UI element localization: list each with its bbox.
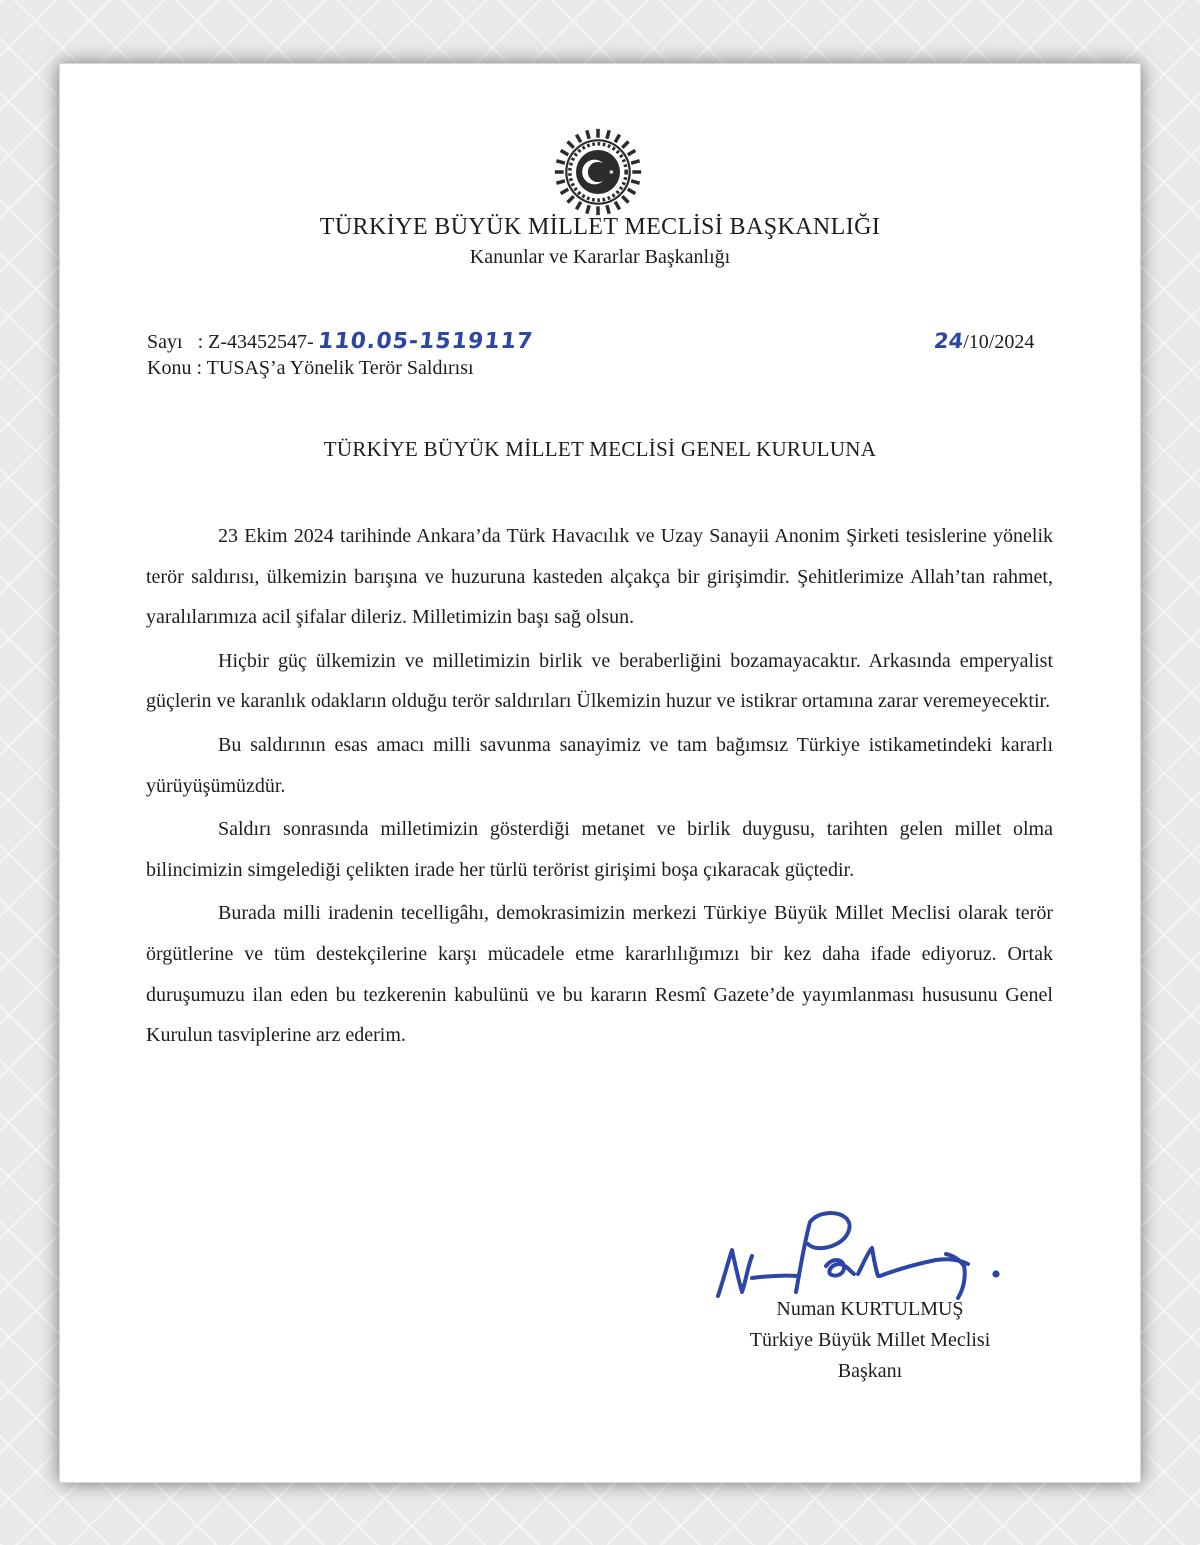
body-paragraph: Bu saldırının esas amacı milli savunma sanayimiz ve tam bağımsız Türkiye istikametindeki kararlı yürüyüşümüzdür.	[146, 733, 1053, 797]
konu-label: Konu	[147, 357, 192, 379]
institution-title: TÜRKİYE BÜYÜK MİLLET MECLİSİ BAŞKANLIĞI	[319, 214, 881, 240]
body-paragraph: Hiçbir güç ülkemizin ve milletimizin birlik ve beraberliğini bozamayacaktır. Arkasında emperyalist güçlerin ve karanlık odakların olduğu terör saldırıları Ülkemizin huzur ve istikrar ortamına zarar veremeyecektir.	[146, 649, 1053, 713]
letter-body	[146, 516, 1053, 1059]
addressee-heading: TÜRKİYE BÜYÜK MİLLET MECLİSİ GENEL KURULUNA	[323, 437, 877, 461]
document-page	[60, 64, 1140, 1482]
document-date	[934, 329, 1034, 354]
body-paragraph: Burada milli iradenin tecelligâhı, demokrasimizin merkezi Türkiye Büyük Millet Meclisi olarak terör örgütlerine ve tüm destekçilerine karşı mücadele etme kararlılığımızı bir kez daha ifade ediyoruz. Ortak duruşumuzu ilan eden bu tezkerenin kabulünü ve bu kararın Resmî Gazete’de yayımlanması hususunu Genel Kurulun tasviplerine arz ederim.	[146, 902, 1053, 1047]
sayi-label: Sayı	[147, 331, 183, 353]
sayi-printed: Z-43452547-	[208, 331, 314, 353]
signatory-name: Numan KURTULMUŞ	[776, 1298, 964, 1320]
sayi-handwritten: 110.05-1519117	[316, 329, 535, 354]
tbmm-emblem-icon	[554, 128, 642, 216]
department-subtitle: Kanunlar ve Kararlar Başkanlığı	[469, 246, 731, 268]
reference-number: Sayı : Z-43452547- 110.05-1519117	[147, 329, 535, 354]
body-paragraph: 23 Ekim 2024 tarihinde Ankara’da Türk Havacılık ve Uzay Sanayii Anonim Şirketi tesislerine yönelik terör saldırısı, ülkemizin barışına ve huzuruna kasteden alçakça bir girişimdir. Şehitlerimize Allah’tan rahmet, yaralılarımıza acil şifalar dileriz. Milletimizin başı sağ olsun.	[146, 525, 1053, 629]
signatory-title-line1: Türkiye Büyük Millet Meclisi	[749, 1329, 991, 1351]
date-day-handwritten: 24	[932, 329, 965, 353]
signatory-block	[700, 1294, 1040, 1387]
date-rest: /10/2024	[963, 331, 1035, 353]
subject-line: Konu : TUSAŞ’a Yönelik Terör Saldırısı	[147, 357, 474, 379]
body-paragraph: Saldırı sonrasında milletimizin gösterdiği metanet ve birlik duygusu, tarihten gelen millet olma bilincimizin simgelediği çelikten irade her türlü terörist girişimi boşa çıkaracak güçtedir.	[146, 818, 1053, 881]
signatory-title-line2: Başkanı	[837, 1360, 903, 1382]
handwritten-signature	[708, 1204, 1028, 1304]
konu-value: TUSAŞ’a Yönelik Terör Saldırısı	[206, 357, 474, 379]
